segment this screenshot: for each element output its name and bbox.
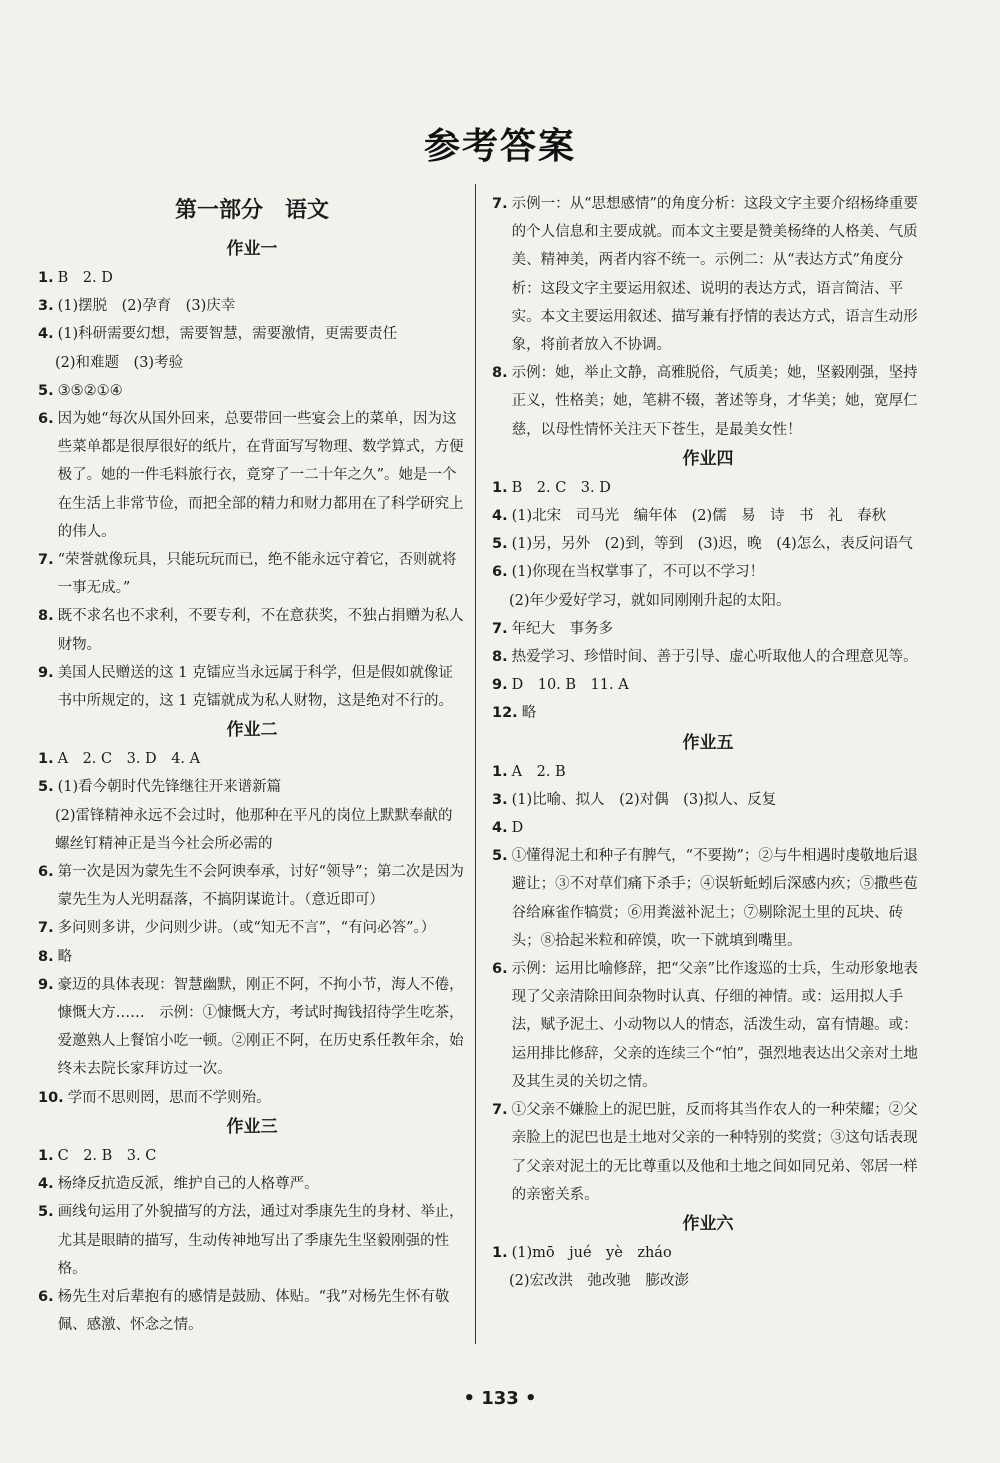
item-text: D <box>511 820 524 837</box>
item-number: 10. <box>38 1089 64 1106</box>
item-text: ①懂得泥土和种子有脾气，“不要拗”；②与牛相遇时虔敬地后退避让；③不对草们痛下杀手；④误斩蚯蚓后深感内疚；⑤撒些苞谷给麻雀作犒赏；⑥用粪滋补泥土；⑦剔除泥土里的瓦块、砖头；⑧拾起米粒和碎馍，吹一下就填到嘴里。 <box>511 848 918 949</box>
item-number: 1. <box>492 1244 508 1261</box>
item-text: “荣誉就像玩具，只能玩玩而已，绝不能永远守着它，否则就将一事无成。” <box>57 552 457 597</box>
item-text: 第一次是因为蒙先生不会阿谀奉承，讨好“领导”；第二次是因为蒙先生为人光明磊落，不搞阴谋诡计。（意近即可） <box>57 864 464 909</box>
item-subtext: (2)和难题 (3)考验 <box>55 354 184 371</box>
answer-item <box>38 292 466 320</box>
item-number: 7. <box>492 620 508 637</box>
answer-item <box>492 1239 924 1267</box>
answer-item <box>38 971 466 1084</box>
item-text: 略 <box>57 948 73 965</box>
answer-item <box>492 1096 924 1209</box>
left-column <box>38 190 466 1339</box>
answer-item <box>38 546 466 602</box>
section-title-5: 作业五 <box>682 732 734 753</box>
item-text: 多问则多讲，少问则少讲。（或“知无不言”，“有问必答”。） <box>57 920 436 937</box>
page-number: • 133 • <box>463 1388 537 1409</box>
section-title-2: 作业二 <box>226 720 278 741</box>
section-title-6: 作业六 <box>682 1213 734 1234</box>
answer-item <box>492 615 924 643</box>
item-text: D 10. B 11. A <box>511 677 629 694</box>
item-text: ①父亲不嫌脸上的泥巴脏，反而将其当作农人的一种荣耀；②父亲脸上的泥巴也是土地对父亲的一种特别的奖赏；③这句话表现了父亲对泥土的无比尊重以及他和土地之间如同兄弟、邻居一样的亲密关系。 <box>511 1102 918 1203</box>
answer-item <box>492 814 924 842</box>
item-number: 9. <box>38 664 54 681</box>
item-number: 1. <box>38 270 54 286</box>
answer-item <box>492 955 924 1096</box>
item-number: 5. <box>38 779 54 796</box>
answer-item <box>38 773 466 801</box>
item-number: 7. <box>492 196 508 212</box>
answer-item <box>492 758 924 786</box>
item-text: (1)看今朝时代先锋继往开来谱新篇 <box>57 779 282 796</box>
answer-item <box>38 1198 466 1283</box>
item-text: (1)摆脱 (2)孕育 (3)庆幸 <box>57 298 236 315</box>
item-text: 因为她“每次从国外回来，总要带回一些宴会上的菜单，因为这些菜单都是很厚很好的纸片，在背面写写物理、数学算式，方便极了。她的一件毛料旅行衣，竟穿了一二十年之久”。她是一个在生活上非常节俭，而把全部的精力和财力都用在了科学研究上的伟人。 <box>57 411 464 540</box>
item-number: 5. <box>492 848 508 865</box>
item-text: 学而不思则罔，思而不学则殆。 <box>67 1089 271 1106</box>
section-title-1: 作业一 <box>226 239 278 259</box>
item-text: 美国人民赠送的这 1 克镭应当永远属于科学，但是假如就像证书中所规定的，这 1 克镭就成为私人财物，这是绝对不行的。 <box>57 664 454 710</box>
item-number: 6. <box>38 1288 54 1305</box>
answer-item <box>492 474 924 502</box>
item-number: 9. <box>492 677 508 694</box>
item-text: (1)另，另外 (2)到，等到 (3)迟，晚 (4)怎么，表反问语气 <box>511 536 913 553</box>
item-number: 6. <box>492 961 508 978</box>
item-text: B 2. C 3. D <box>511 479 611 496</box>
item-text: (1)北宋 司马光 编年体 (2)儒 易 诗 书 礼 春秋 <box>511 508 887 525</box>
answer-item <box>492 699 924 727</box>
item-number: 7. <box>492 1102 508 1119</box>
answer-item <box>38 1142 466 1170</box>
item-number: 3. <box>492 791 508 808</box>
item-text: 示例：运用比喻修辞，把“父亲”比作逡巡的士兵，生动形象地表现了父亲清除田间杂物时认真、仔细的神情。或：运用拟人手法，赋予泥土、小动物以人的情态，活泼生动，富有情趣。或：运用排比修辞，父亲的连续三个“怕”，强烈地表达出父亲对土地及其生灵的关切之情。 <box>511 961 918 1090</box>
item-number: 4. <box>38 326 54 343</box>
item-number: 1. <box>492 763 508 780</box>
item-text: A 2. C 3. D 4. A <box>57 751 201 768</box>
item-text: C 2. B 3. C <box>57 1147 157 1164</box>
item-number: 6. <box>38 864 54 881</box>
item-number: 4. <box>38 1176 54 1193</box>
item-number: 9. <box>38 976 54 993</box>
item-number: 12. <box>492 705 518 722</box>
item-text: 豪迈的具体表现：智慧幽默，刚正不阿，不拘小节，海人不倦，慷慨大方…… 示例：①慷慨大方，考试时掏钱招待学生吃茶，爱邀熟人上餐馆小吃一顿。②刚正不阿，在历史系任教年余，始终未去院长家拜访过一次。 <box>57 976 464 1078</box>
answer-item <box>492 842 924 955</box>
item-number: 6. <box>38 411 54 428</box>
item-text: 热爱学习、珍惜时间、善于引导、虚心听取他人的合理意见等。 <box>511 649 918 666</box>
answer-item <box>38 405 466 546</box>
item-text: 年纪大 事务多 <box>511 620 614 637</box>
item-text: (1)比喻、拟人 (2)对偶 (3)拟人、反复 <box>511 791 777 808</box>
answer-item <box>38 858 466 914</box>
item-text: A 2. B <box>511 763 566 780</box>
item-number: 5. <box>492 536 508 553</box>
section-title-3: 作业三 <box>226 1116 278 1137</box>
part-title: 第一部分 语文 <box>174 198 329 223</box>
item-number: 6. <box>492 564 508 581</box>
answer-item <box>38 377 466 405</box>
answer-item <box>38 1170 466 1198</box>
answer-item <box>38 1283 466 1339</box>
answer-item <box>492 530 924 558</box>
answer-item <box>492 502 924 530</box>
column-divider <box>475 184 476 1344</box>
item-number: 8. <box>38 948 54 965</box>
answer-item <box>492 359 924 444</box>
item-number: 7. <box>38 920 54 937</box>
item-subtext: (2)年少爱好学习，就如同刚刚升起的太阳。 <box>509 592 791 609</box>
item-number: 5. <box>38 382 54 399</box>
item-number: 4. <box>492 820 508 837</box>
item-text: (1)科研需要幻想，需要智慧，需要激情，更需要责任 <box>57 326 398 343</box>
page-title: 参考答案 <box>423 126 576 167</box>
item-number: 5. <box>38 1204 54 1221</box>
item-text: 略 <box>521 705 537 722</box>
item-subtext: (2)雷锋精神永远不会过时，他那种在平凡的岗位上默默奉献的螺丝钉精神正是当今社会所必需的 <box>55 807 453 852</box>
item-text: 既不求名也不求利，不要专利，不在意获奖，不独占捐赠为私人财物。 <box>57 608 464 653</box>
answer-item <box>38 320 466 348</box>
answer-item <box>38 264 466 292</box>
item-text: (1)mō jué yè zháo <box>511 1244 672 1261</box>
item-text: 画线句运用了外貌描写的方法，通过对季康先生的身材、举止，尤其是眼睛的描写，生动传神地写出了季康先生坚毅刚强的性格。 <box>57 1204 464 1277</box>
section-title-4: 作业四 <box>682 448 734 469</box>
answer-item <box>492 671 924 699</box>
answer-item <box>492 190 924 359</box>
item-number: 3. <box>38 298 54 315</box>
item-number: 1. <box>38 751 54 768</box>
answer-item <box>38 943 466 971</box>
item-text: 示例：她，举止文静，高雅脱俗，气质美；她，坚毅刚强，坚持正义，性格美；她，笔耕不辍，著述等身，才华美；她，宽厚仁慈，以母性情怀关注天下苍生，是最美女性！ <box>511 365 918 438</box>
right-column <box>492 190 924 1295</box>
item-subtext: (2)宏改洪 弛改驰 膨改澎 <box>509 1273 690 1290</box>
item-text: 杨先生对后辈抱有的感情是鼓励、体贴。“我”对杨先生怀有敬佩、感激、怀念之情。 <box>57 1288 450 1334</box>
answer-item <box>492 558 924 586</box>
item-number: 8. <box>492 365 508 382</box>
item-text: 杨绛反抗造反派，维护自己的人格尊严。 <box>57 1176 319 1193</box>
answer-item <box>38 602 466 658</box>
answer-item <box>38 659 466 715</box>
item-text: (1)你现在当权掌事了，不可以不学习！ <box>511 564 765 581</box>
item-number: 1. <box>38 1147 54 1164</box>
answer-item <box>38 914 466 942</box>
item-text: ③⑤②①④ <box>57 382 123 399</box>
item-text: B 2. D <box>57 270 113 286</box>
answer-item <box>38 1084 466 1112</box>
item-text: 示例一：从“思想感情”的角度分析：这段文字主要介绍杨绛重要的个人信息和主要成就。而本文主要是赞美杨绛的人格美、气质美、精神美，两者内容不统一。示例二：从“表达方式”角度分析：这段文字主要运用叙述、说明的表达方式，语言简洁、平实。本文主要运用叙述、描写兼有抒情的表达方式，语言生动形象，将前者放入不协调。 <box>511 196 918 354</box>
answer-item <box>38 745 466 773</box>
item-number: 4. <box>492 508 508 525</box>
item-number: 1. <box>492 479 508 496</box>
answer-item <box>492 643 924 671</box>
item-number: 8. <box>38 608 54 625</box>
answer-item <box>492 786 924 814</box>
item-number: 8. <box>492 649 508 666</box>
item-number: 7. <box>38 552 54 569</box>
